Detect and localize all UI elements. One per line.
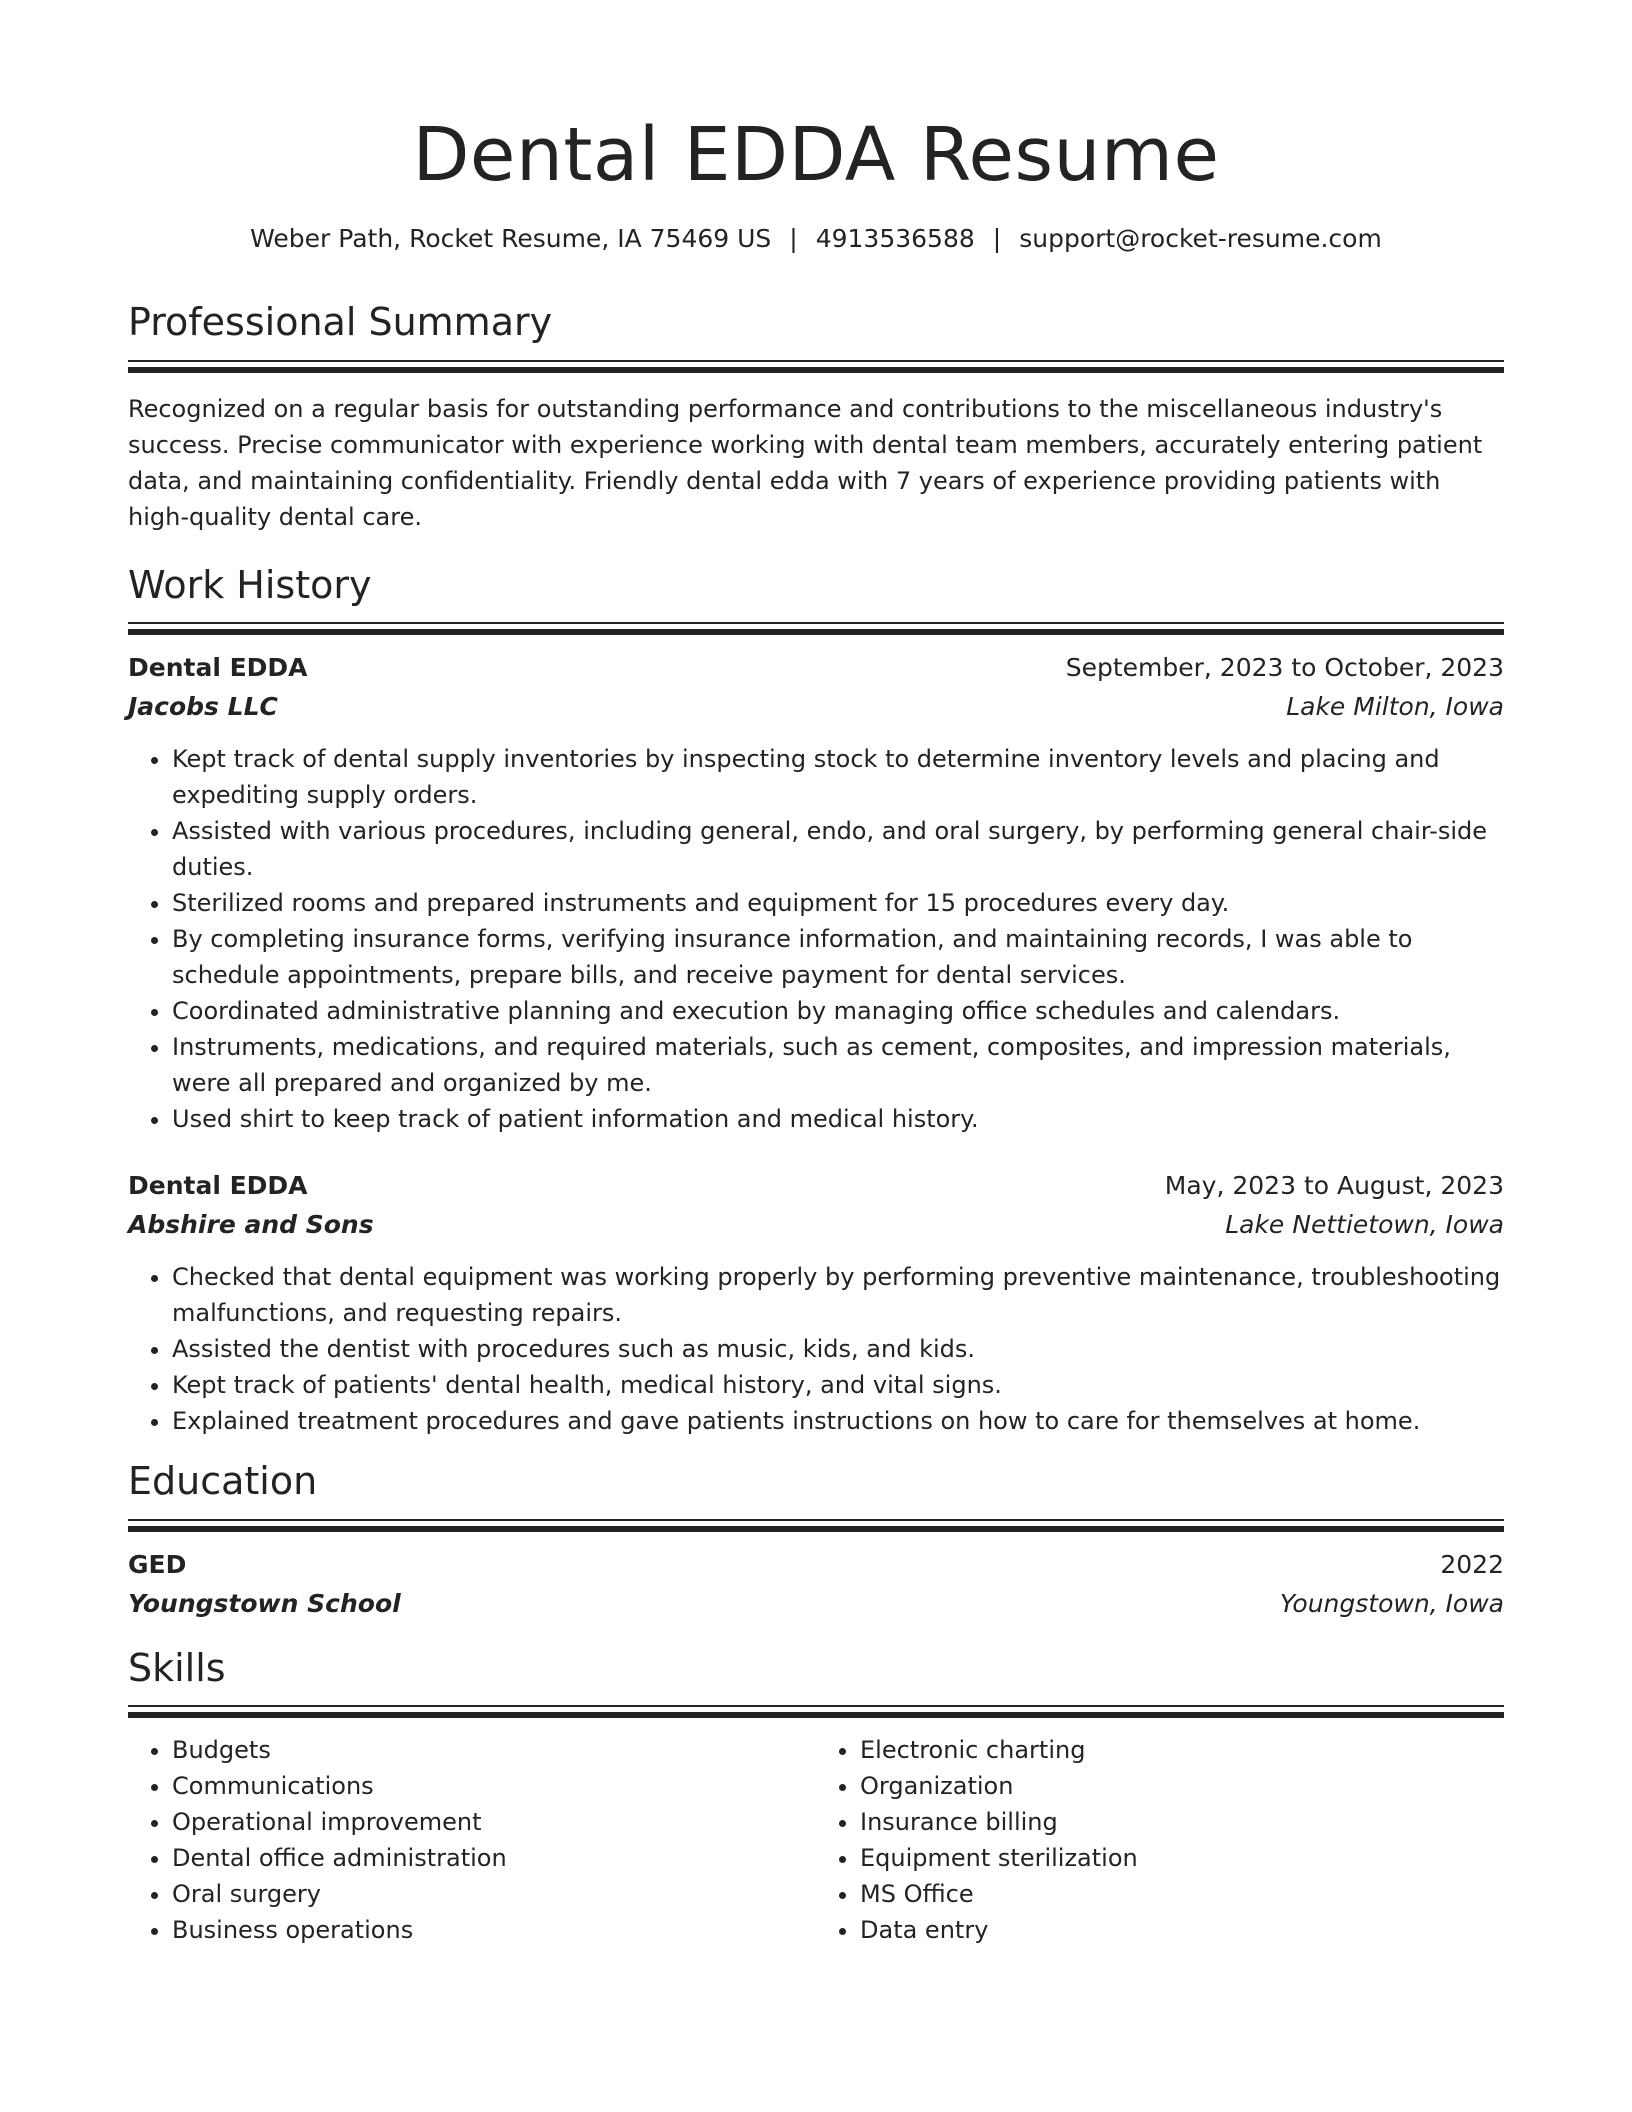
education-year: 2022: [1440, 1549, 1504, 1579]
section-divider: [128, 1705, 1504, 1718]
job-location: Lake Milton, Iowa: [1286, 692, 1504, 722]
section-divider: [128, 1519, 1504, 1532]
resume-name: Dental EDDA Resume: [412, 112, 1220, 198]
job-company: Abshire and Sons: [128, 1210, 374, 1240]
list-item: • Kept track of dental supply inventories by inspecting stock to determine inventory levels and placing and expediting supply orders.: [172, 741, 1504, 813]
skill-item: • Organization: [860, 1768, 1504, 1804]
summary-text: Recognized on a regular basis for outstanding performance and contributions to the miscellaneous industry's success. Precise communicator with experience working with dental team members, accurately entering patient data, and maintaining confidentiality. Friendly dental edda with 7 years of experience providing patients with high-quality dental care.: [128, 394, 1483, 531]
skill-item: • Data entry: [860, 1912, 1504, 1948]
list-item: • Sterilized rooms and prepared instruments and equipment for 15 procedures every day.: [172, 885, 1504, 921]
skills-section: [128, 1646, 1504, 1949]
list-item: • Used shirt to keep track of patient information and medical history.: [172, 1101, 1504, 1137]
education-school: Youngstown School: [128, 1588, 401, 1618]
skill-item: • Communications: [172, 1768, 816, 1804]
skill-item: • Oral surgery: [172, 1876, 816, 1912]
education-location: Youngstown, Iowa: [1279, 1588, 1504, 1618]
job-entry: [128, 649, 1504, 1137]
skill-item: • Insurance billing: [860, 1804, 1504, 1840]
contact-separator: |: [789, 224, 798, 253]
section-divider: [128, 360, 1504, 373]
work-heading: Work History: [128, 562, 372, 607]
job-location: Lake Nettietown, Iowa: [1225, 1210, 1504, 1240]
job-bullets: [128, 1259, 1504, 1439]
skill-item: • Budgets: [172, 1732, 816, 1768]
summary-heading: Professional Summary: [128, 300, 553, 344]
summary-section: [128, 300, 1504, 535]
contact-separator: |: [992, 224, 1002, 253]
skills-list-right: [816, 1732, 1504, 1948]
skills-heading: Skills: [128, 1645, 226, 1690]
contact-address: Weber Path, Rocket Resume, IA 75469 US: [250, 224, 772, 253]
skills-list-left: [128, 1732, 816, 1948]
contact-line: [128, 224, 1504, 254]
job-dates: September, 2023 to October, 2023: [1065, 653, 1504, 683]
contact-email: support@rocket-resume.com: [1019, 224, 1382, 253]
section-divider: [128, 622, 1504, 635]
job-dates: May, 2023 to August, 2023: [1164, 1171, 1504, 1201]
skill-item: • MS Office: [860, 1876, 1504, 1912]
job-entry: [128, 1167, 1504, 1439]
list-item: • Coordinated administrative planning and execution by managing office schedules and calendars.: [172, 993, 1504, 1029]
skills-columns: [128, 1732, 1504, 1948]
list-item: • Assisted with various procedures, including general, endo, and oral surgery, by performing general chair-side duties.: [172, 813, 1504, 885]
job-position: Dental EDDA: [128, 653, 308, 683]
education-degree: GED: [128, 1549, 187, 1579]
list-item: • Checked that dental equipment was working properly by performing preventive maintenance, troubleshooting malfunctions, and requesting repairs.: [172, 1259, 1504, 1331]
job-position: Dental EDDA: [128, 1171, 308, 1201]
list-item: • Instruments, medications, and required materials, such as cement, composites, and impression materials, were all prepared and organized by me.: [172, 1029, 1504, 1101]
list-item: • Kept track of patients' dental health, medical history, and vital signs.: [172, 1367, 1504, 1403]
job-company: Jacobs LLC: [128, 692, 278, 722]
list-item: • Explained treatment procedures and gave patients instructions on how to care for themselves at home.: [172, 1403, 1504, 1439]
skill-item: • Operational improvement: [172, 1804, 816, 1840]
list-item: • By completing insurance forms, verifying insurance information, and maintaining records, I was able to schedule appointments, prepare bills, and receive payment for dental services.: [172, 921, 1504, 993]
skill-item: • Electronic charting: [860, 1732, 1504, 1768]
job-bullets: [128, 741, 1504, 1137]
skill-item: • Business operations: [172, 1912, 816, 1948]
education-section: [128, 1459, 1504, 1624]
education-heading: Education: [128, 1459, 318, 1504]
skill-item: • Dental office administration: [172, 1840, 816, 1876]
work-section: [128, 563, 1504, 1440]
skill-item: • Equipment sterilization: [860, 1840, 1504, 1876]
contact-phone: 4913536588: [815, 224, 975, 253]
list-item: • Assisted the dentist with procedures such as music, kids, and kids.: [172, 1331, 1504, 1367]
